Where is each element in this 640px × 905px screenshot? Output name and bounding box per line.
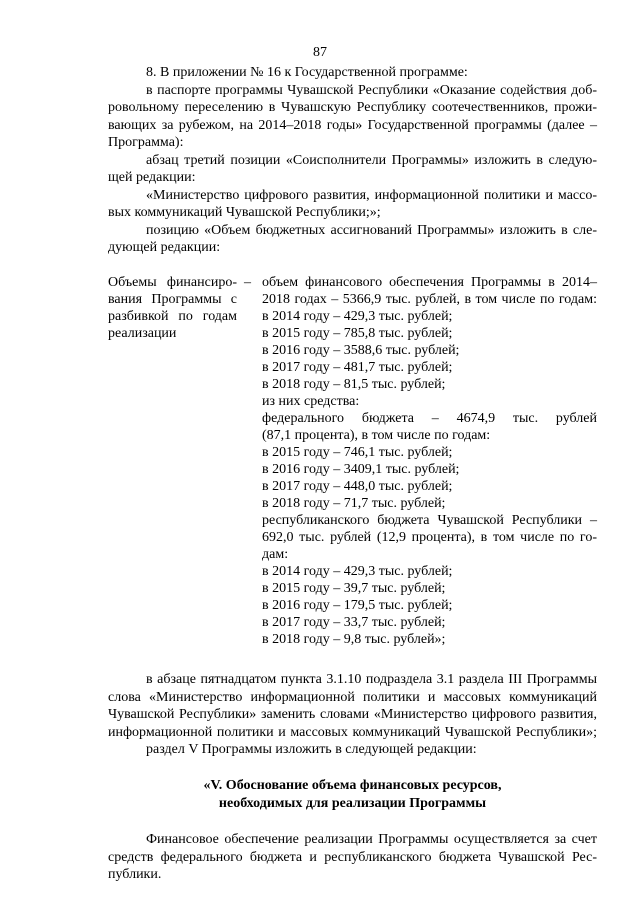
ministry-line: «Министерство цифрового развития, информационной политики и массо-: [146, 188, 597, 203]
para15-line: Чувашской Республики» заменить словами «Министерство цифрового развития,: [108, 707, 597, 722]
table-value-line: в 2018 году – 9,8 тыс. рублей»;: [262, 632, 446, 647]
table-left-label: разбивкой по годам: [108, 309, 237, 324]
table-value-line: (87,1 процента), в том числе по годам:: [262, 428, 491, 443]
table-value-line: в 2018 году – 81,5 тыс. рублей;: [262, 377, 446, 392]
table-value-line: в 2016 году – 3588,6 тыс. рублей;: [262, 343, 460, 358]
page-number: 87: [313, 45, 327, 60]
table-value-line: в 2016 году – 3409,1 тыс. рублей;: [262, 462, 460, 477]
section5-line: раздел V Программы изложить в следующей редакции:: [146, 742, 477, 757]
table-dash: –: [244, 275, 251, 290]
table-value-line: в 2015 году – 785,8 тыс. рублей;: [262, 326, 453, 341]
table-value-line: объем финансового обеспечения Программы в 2014–: [262, 275, 597, 290]
financing-line: Финансовое обеспечение реализации Программы осуществляется за счет: [146, 832, 597, 847]
table-value-line: в 2015 году – 39,7 тыс. рублей;: [262, 581, 446, 596]
table-value-line: 692,0 тыс. рублей (12,9 процента), в том числе по го-: [262, 530, 597, 545]
para3-line: щей редакции:: [108, 170, 196, 185]
table-value-line: в 2018 году – 71,7 тыс. рублей;: [262, 496, 446, 511]
financing-line: средств федерального бюджета и республиканского бюджета Чувашской Рес-: [108, 850, 597, 865]
table-value-line: дам:: [262, 547, 289, 562]
table-left-label: реализации: [108, 326, 177, 341]
position-line: позицию «Объем бюджетных ассигнований Программы» изложить в сле-: [146, 223, 597, 238]
table-value-line: 2018 годах – 5366,9 тыс. рублей, в том числе по годам:: [262, 292, 597, 307]
table-value-line: в 2015 году – 746,1 тыс. рублей;: [262, 445, 453, 460]
table-value-line: в 2014 году – 429,3 тыс. рублей;: [262, 309, 453, 324]
position-line: дующей редакции:: [108, 240, 221, 255]
passport-line: вающих за рубежом, на 2014–2018 годы» Государственной программы (далее –: [108, 118, 597, 133]
table-value-line: республиканского бюджета Чувашской Республики –: [262, 513, 597, 528]
section-heading: необходимых для реализации Программы: [218, 796, 487, 811]
table-left-label: вания Программы с: [108, 292, 237, 307]
item-heading: 8. В приложении № 16 к Государственной программе:: [146, 65, 468, 80]
section-heading: «V. Обоснование объема финансовых ресурсов,: [203, 778, 502, 793]
passport-line: ровольному переселению в Чувашскую Республику соотечественников, прожи-: [108, 100, 597, 115]
table-value-line: из них средства:: [262, 394, 360, 409]
financing-line: публики.: [108, 867, 162, 882]
para15-line: информационной политики и массовых коммуникаций Чувашской Республики»;: [108, 725, 597, 740]
ministry-line: вых коммуникаций Чувашской Республики;»;: [108, 205, 381, 220]
table-value-line: в 2017 году – 33,7 тыс. рублей;: [262, 615, 446, 630]
table-value-line: в 2017 году – 481,7 тыс. рублей;: [262, 360, 453, 375]
para15-line: в абзаце пятнадцатом пункта 3.1.10 подраздела 3.1 раздела III Программы: [146, 672, 597, 687]
para3-line: абзац третий позиции «Соисполнители Программы» изложить в следую-: [146, 153, 597, 168]
table-value-line: федерального бюджета – 4674,9 тыс. рублей: [262, 411, 597, 426]
table-value-line: в 2016 году – 179,5 тыс. рублей;: [262, 598, 453, 613]
para15-line: слова «Министерство информационной политики и массовых коммуникаций: [108, 690, 597, 705]
table-value-line: в 2017 году – 448,0 тыс. рублей;: [262, 479, 453, 494]
passport-line: в паспорте программы Чувашской Республики «Оказание содействия доб-: [146, 83, 597, 98]
passport-line: Программа):: [108, 135, 184, 150]
table-value-line: в 2014 году – 429,3 тыс. рублей;: [262, 564, 453, 579]
table-left-label: Объемы финансиро-: [108, 275, 237, 290]
